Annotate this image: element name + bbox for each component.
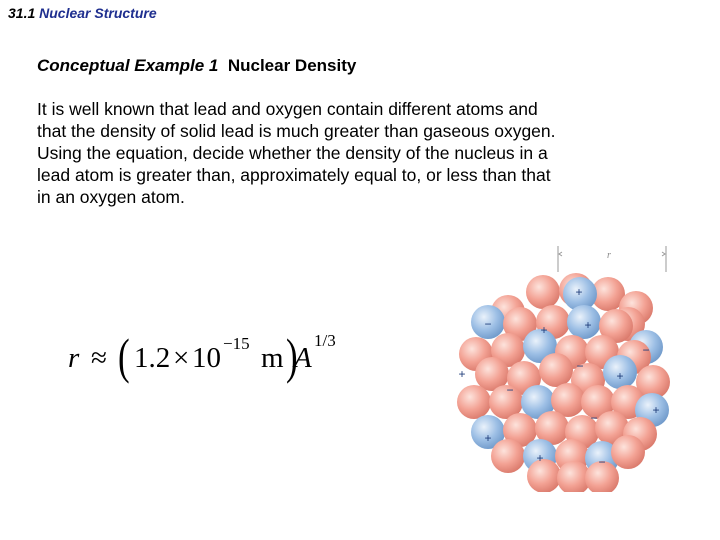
paragraph-line: Using the equation, decide whether the density of the nucleus in a	[37, 143, 548, 163]
example-paragraph	[37, 98, 637, 208]
equation-A: A	[294, 342, 312, 374]
minus-sign-icon: −	[642, 343, 650, 357]
equation-open-paren: (	[118, 328, 130, 384]
minus-sign-icon: −	[598, 455, 606, 469]
proton	[539, 353, 573, 387]
paragraph-line: that the density of solid lead is much greater than gaseous oxygen.	[37, 121, 556, 141]
equation-A-exponent: 1/3	[314, 331, 336, 350]
plus-sign-icon: +	[584, 318, 592, 332]
proton	[527, 459, 561, 492]
example-lead: Conceptual Example 1	[37, 56, 219, 75]
plus-sign-icon: +	[458, 367, 466, 381]
equation-approx: ≈	[91, 342, 107, 374]
minus-sign-icon: −	[576, 359, 584, 373]
section-number: 31.1	[8, 5, 36, 21]
plus-sign-icon: +	[616, 369, 624, 383]
section-title: Nuclear Structure	[39, 5, 157, 21]
paragraph-line: It is well known that lead and oxygen contain different atoms and	[37, 99, 538, 119]
radius-arrow-left	[559, 252, 562, 256]
example-heading	[37, 56, 356, 76]
radius-label: r	[607, 250, 611, 261]
paragraph-line: in an oxygen atom.	[37, 187, 185, 207]
proton	[491, 439, 525, 473]
plus-sign-icon: +	[484, 431, 492, 445]
equation-times: ×	[173, 342, 190, 374]
minus-sign-icon: −	[506, 383, 514, 397]
proton	[457, 385, 491, 419]
example-title: Nuclear Density	[227, 56, 357, 75]
equation-exponent: −15	[223, 334, 250, 353]
proton	[611, 435, 645, 469]
equation-unit: m	[261, 342, 284, 374]
section-header	[8, 5, 157, 21]
paragraph-line: lead atom is greater than, approximately equal to, or less than that	[37, 165, 551, 185]
radius-arrow-right	[662, 252, 665, 256]
plus-sign-icon: +	[540, 323, 548, 337]
proton	[526, 275, 560, 309]
radius-equation	[68, 326, 368, 386]
equation-coefficient: 1.2	[134, 342, 171, 374]
plus-sign-icon: +	[652, 403, 660, 417]
minus-sign-icon: −	[590, 411, 598, 425]
nucleon-cluster	[457, 273, 670, 492]
equation-close-paren: )	[286, 328, 298, 384]
equation-base: 10	[192, 342, 221, 374]
minus-sign-icon: −	[484, 317, 492, 331]
plus-sign-icon: +	[575, 285, 583, 299]
nucleus-illustration	[448, 242, 670, 492]
radius-indicator	[558, 246, 666, 272]
plus-sign-icon: +	[536, 451, 544, 465]
equation-lhs: r	[68, 342, 80, 374]
